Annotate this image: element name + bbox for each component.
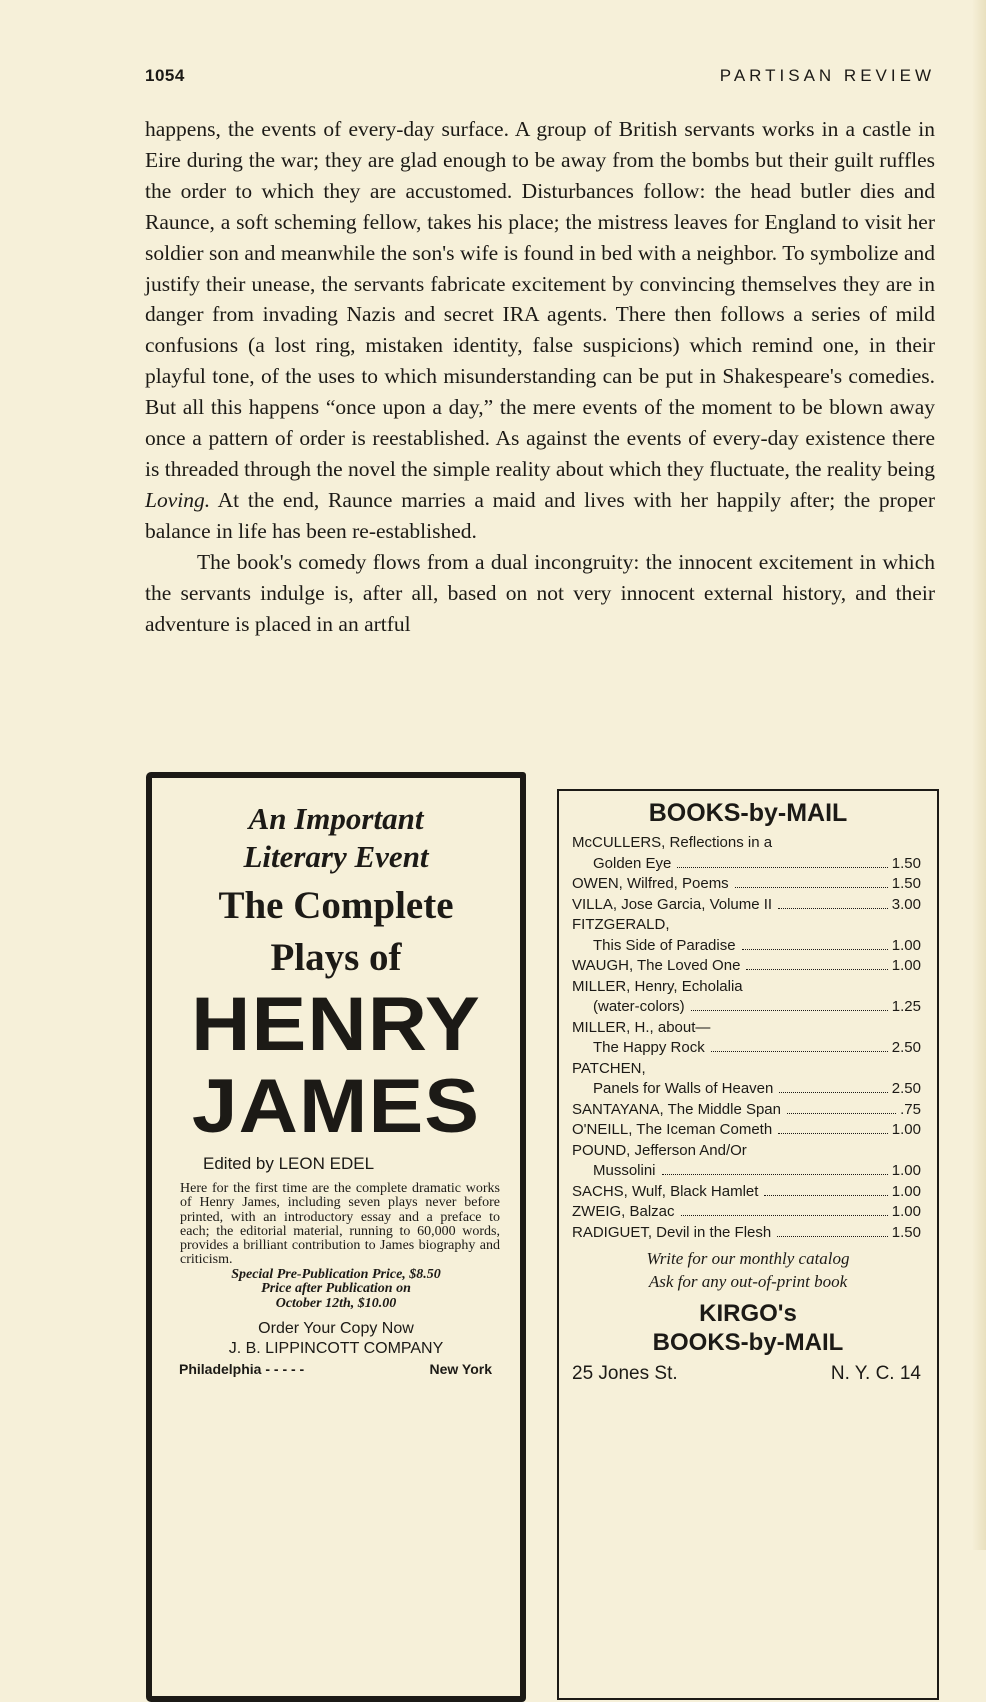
leader-dots [778, 908, 888, 909]
book-title: (water-colors) [593, 998, 685, 1015]
lippincott-advertisement [146, 772, 526, 1702]
book-title: ZWEIG, Balzac [572, 1203, 675, 1220]
book-title: SACHS, Wulf, Black Hamlet [572, 1182, 759, 1200]
book-title: Panels for Walls of Heaven [593, 1080, 774, 1097]
running-header [145, 66, 935, 96]
page-number: 1054 [145, 66, 185, 85]
book-entry [572, 1223, 921, 1244]
book-entry [572, 997, 921, 1018]
book-entry [572, 1161, 921, 1182]
book-entry [572, 1202, 921, 1223]
book-entry [572, 1120, 921, 1141]
order-call: Order Your Copy Now [258, 1320, 414, 1338]
leader-dots [778, 1133, 888, 1134]
city-new-york: New York [429, 1361, 492, 1378]
book-entry [572, 854, 921, 875]
brand-name-2: BOOKS-by-MAIL [652, 1329, 844, 1356]
book-price: 1.50 [891, 1223, 921, 1241]
leader-dots [787, 1113, 896, 1114]
book-title: Mussolini [593, 1162, 656, 1179]
publisher-name: J. B. LIPPINCOTT COMPANY [228, 1340, 444, 1358]
price-pre-publication: Special Pre-Publication Price, $8.50 [231, 1266, 441, 1282]
out-of-print-note: Ask for any out-of-print book [648, 1272, 848, 1291]
leader-dots [662, 1174, 888, 1175]
book-entry [572, 956, 921, 977]
book-price: 1.50 [891, 875, 921, 892]
book-entry [572, 936, 921, 957]
book-entry-heading: FITZGERALD, [572, 916, 670, 933]
book-title: The Happy Rock [593, 1039, 705, 1056]
book-entry [572, 895, 921, 916]
book-price: 1.25 [891, 998, 921, 1015]
book-price: 1.00 [891, 1203, 921, 1220]
book-title: OWEN, Wilfred, Poems [572, 875, 729, 892]
publisher-cities [179, 1359, 492, 1379]
article-body [145, 114, 935, 639]
book-entry [572, 1182, 921, 1203]
book-title: VILLA, Jose Garcia, Volume II [572, 895, 773, 913]
book-entry [572, 1079, 921, 1100]
leader-dots [735, 887, 888, 888]
editor-credit: Edited by LEON EDEL [203, 1154, 375, 1173]
book-price: 3.00 [891, 895, 921, 913]
leader-dots [677, 867, 887, 868]
book-title-loving: Loving. [145, 487, 211, 512]
leader-dots [681, 1215, 888, 1216]
book-title: Golden Eye [593, 854, 672, 872]
ad-tagline-1: An Important [248, 801, 424, 836]
leader-dots [711, 1051, 888, 1052]
paragraph-1 [145, 114, 935, 547]
leader-dots [779, 1092, 887, 1093]
book-price: 1.00 [891, 1121, 921, 1138]
book-description: Here for the first time are the complete dramatic works of Henry James, including seven plays never before printed, with an introductory essay and a preface to each; the editorial material, running to 60,000 words, provides a brilliant contribution to James biography and criticism. [180, 1181, 500, 1268]
author-name-last: JAMES [191, 1064, 481, 1149]
shop-title: BOOKS-by-MAIL [648, 799, 848, 827]
kirgo-advertisement [557, 789, 939, 1700]
paragraph-1-text: happens, the events of every-day surface. A group of British servants works in a castle in Eire during the war; they are glad enough to be away from the bombs but their guilt ruffles the order to which they are accustomed. Disturbances follow: the head butler dies and Raunce, a soft scheming fellow, takes his place; the mistress leaves for England to visit her soldier son and meanwhile the son's wife is found in bed with a neighbor. To symbolize and justify their unease, the servants fabricate excitement by convincing themselves they are in danger from invading Nazis and secret IRA agents. There then follows a series of mild confusions (a lost ring, mistaken identity, false suspicions) which remind one, in their playful tone, of the uses to which misunderstanding can be put in Shakespeare's comedies. But all this happens “once upon a day,” the mere events of the moment to be blown away once a pattern of order is reestablished. As against the events of every-day existence there is threaded through the novel the simple reality about which they fluctuate, the reality being [145, 117, 935, 481]
book-entry-heading: MILLER, H., about— [572, 1018, 711, 1036]
book-title: O'NEILL, The Iceman Cometh [572, 1121, 773, 1138]
catalog-note: Write for our monthly catalog [646, 1249, 850, 1268]
paragraph-2: The book's comedy flows from a dual incongruity: the innocent excitement in which the servants indulge is, after all, based on not very innocent external history, and their adventure is placed in an artful [145, 549, 935, 636]
leader-dots [764, 1195, 887, 1196]
price-after-2: October 12th, $10.00 [275, 1295, 397, 1311]
book-title: SANTAYANA, The Middle Span [572, 1100, 781, 1118]
leader-dots [691, 1010, 888, 1011]
book-price: 2.50 [891, 1080, 921, 1097]
book-price: 1.50 [891, 854, 921, 872]
paragraph-1-end: At the end, Raunce marries a maid and lives with her happily after; the proper balance in life has been re-established. [145, 487, 935, 543]
book-price: .75 [900, 1100, 921, 1118]
shop-address [572, 1363, 921, 1385]
page-edge [972, 0, 986, 1550]
book-title: WAUGH, The Loved One [572, 957, 741, 974]
price-after-1: Price after Publication on [261, 1281, 411, 1297]
book-entry-heading: McCULLERS, Reflections in a [572, 834, 773, 851]
book-price: 2.50 [891, 1039, 921, 1056]
city-philadelphia: Philadelphia - - - - - [179, 1361, 305, 1378]
journal-title: PARTISAN REVIEW [719, 66, 935, 85]
leader-dots [742, 949, 888, 950]
book-entry [572, 1038, 921, 1059]
book-entry [572, 1100, 921, 1121]
book-entry-heading: POUND, Jefferson And/Or [572, 1141, 747, 1159]
book-price: 1.00 [891, 1182, 921, 1200]
book-entry-heading: MILLER, Henry, Echolalia [572, 977, 743, 995]
book-list [572, 833, 921, 1243]
book-entry-heading: PATCHEN, [572, 1059, 646, 1077]
book-title: RADIGUET, Devil in the Flesh [572, 1223, 772, 1241]
leader-dots [746, 969, 887, 970]
leader-dots [777, 1236, 888, 1237]
book-price: 1.00 [891, 957, 921, 974]
book-title: This Side of Paradise [593, 936, 736, 954]
brand-name: KIRGO's [699, 1300, 797, 1327]
city-zone: N. Y. C. 14 [830, 1363, 921, 1384]
street-address: 25 Jones St. [572, 1363, 678, 1384]
author-name-first: HENRY [191, 982, 481, 1067]
book-entry [572, 874, 921, 895]
ad-title-1: The Complete [218, 884, 454, 927]
book-price: 1.00 [891, 936, 921, 954]
ad-tagline-2: Literary Event [243, 839, 429, 874]
book-price: 1.00 [891, 1162, 921, 1179]
ad-title-2: Plays of [270, 936, 402, 979]
